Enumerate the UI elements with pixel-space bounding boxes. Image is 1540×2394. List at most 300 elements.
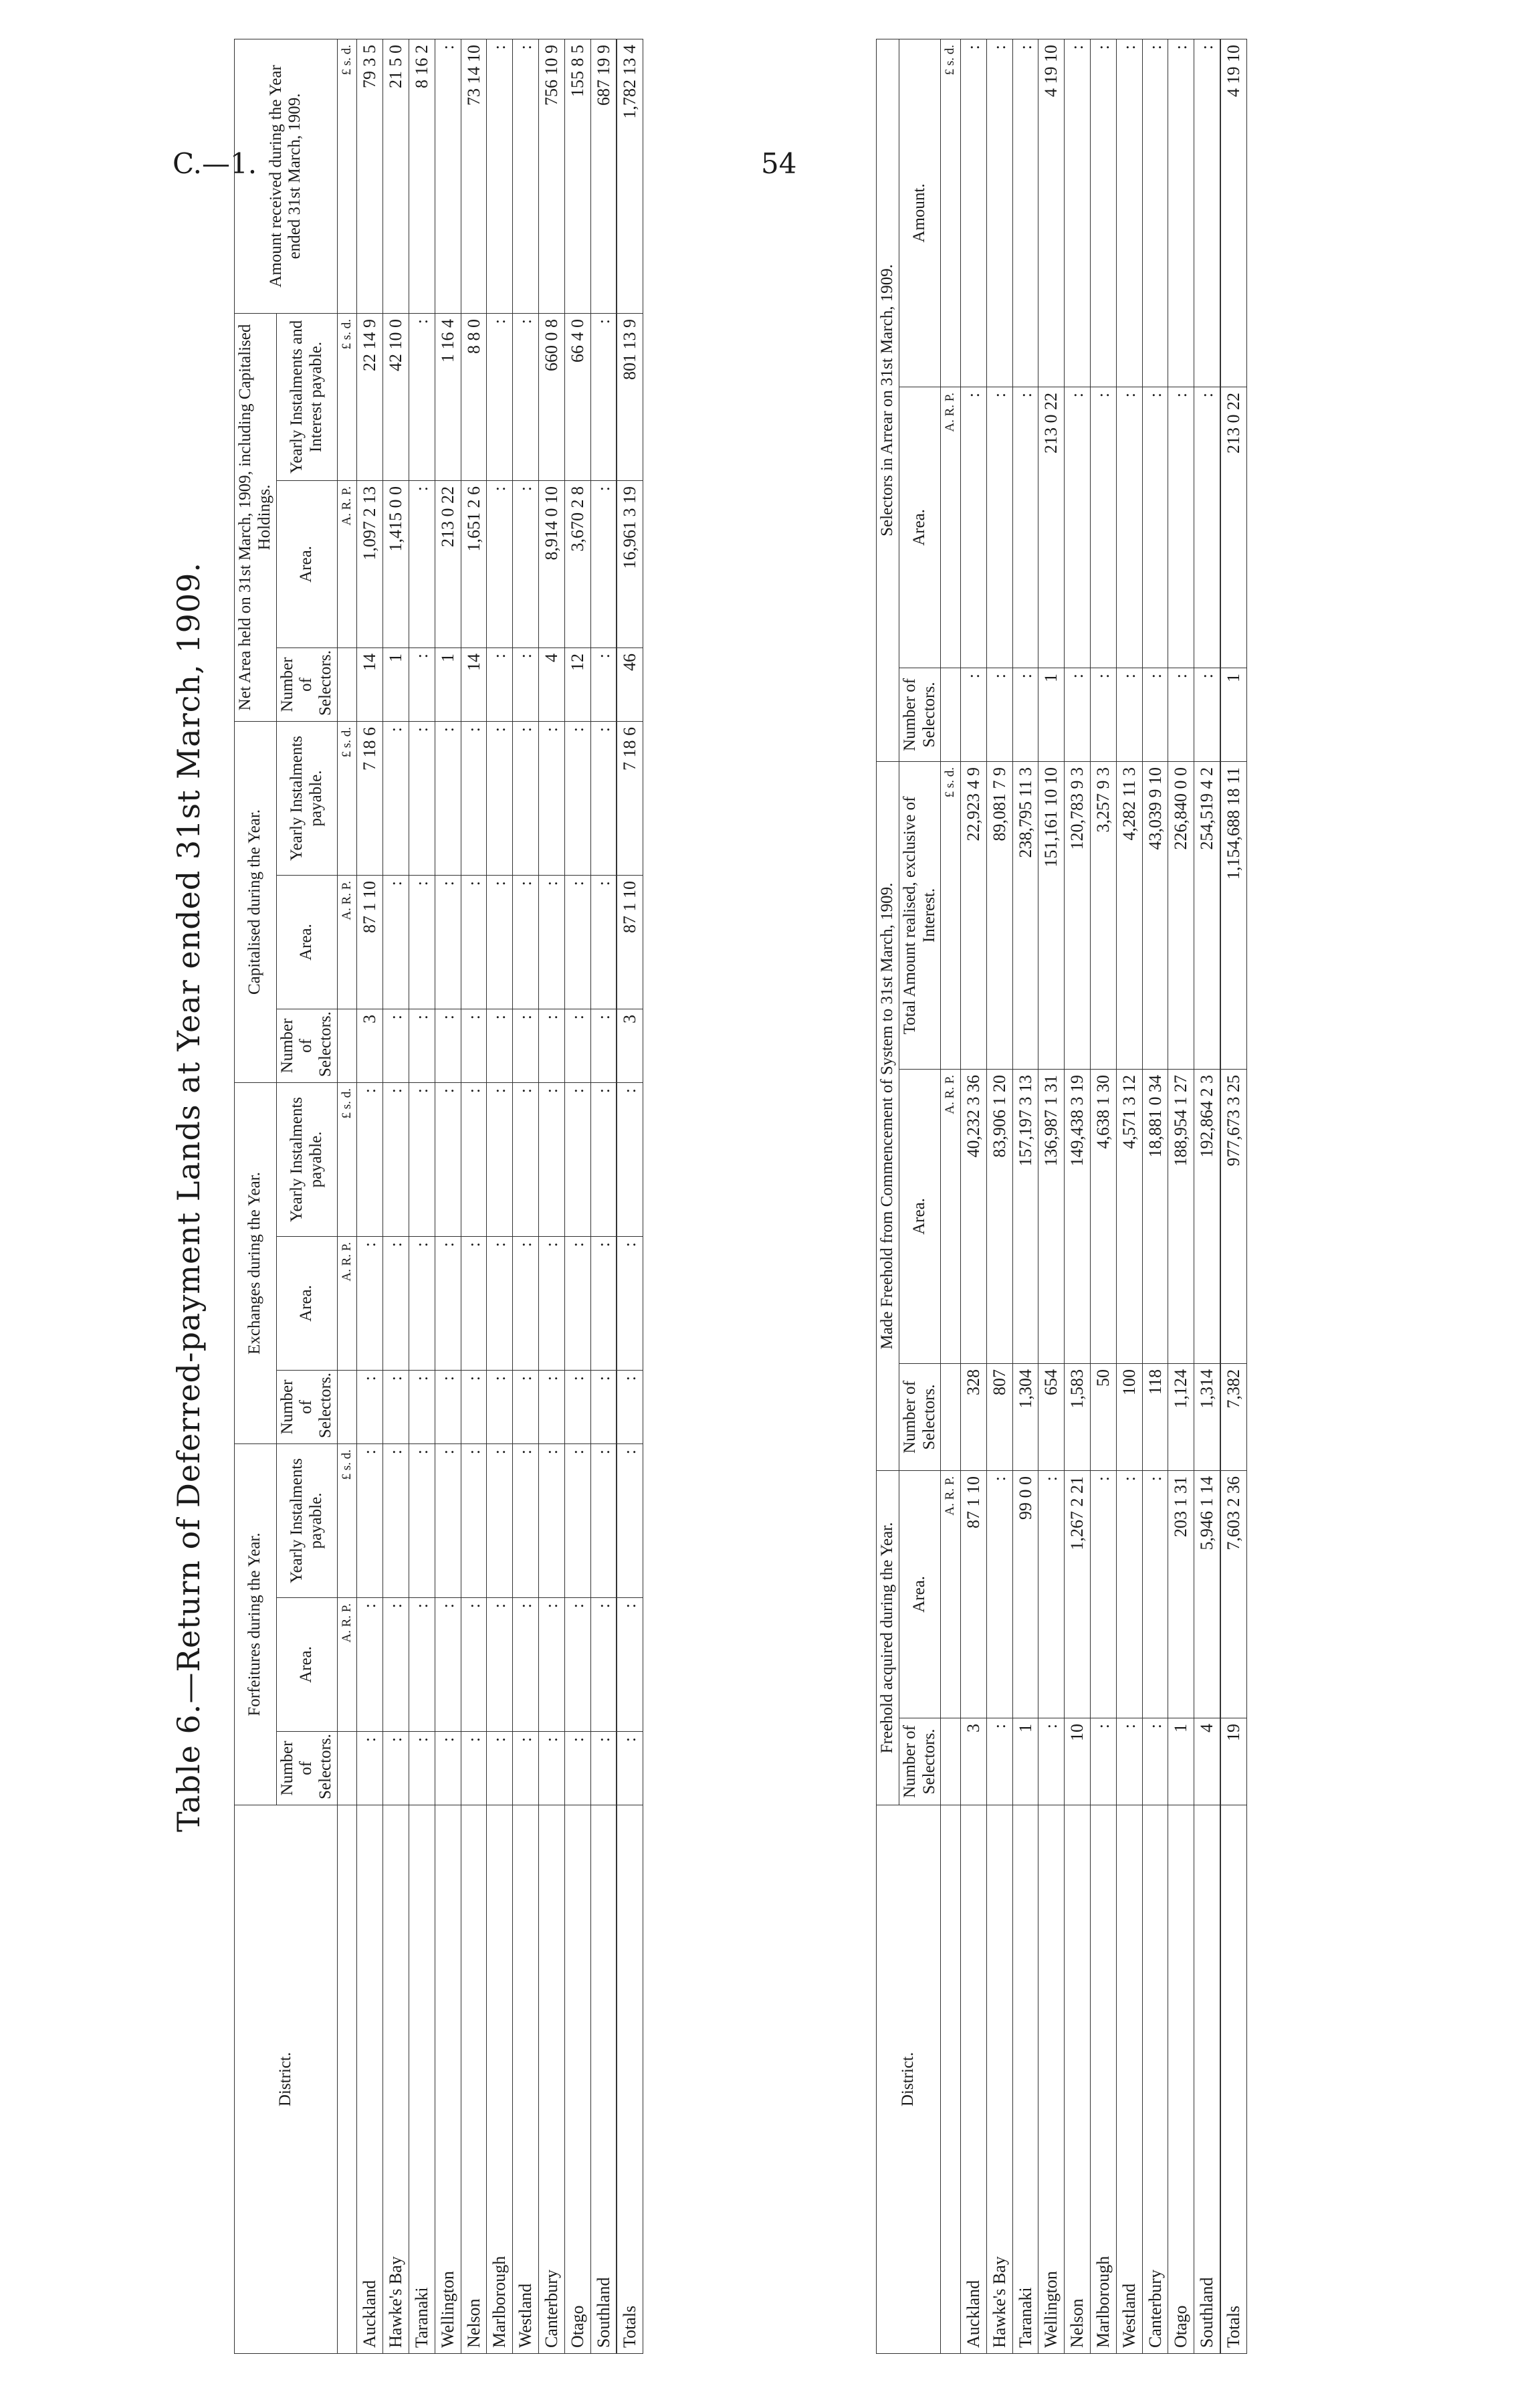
cell-c-sel: :	[590, 1009, 617, 1083]
total-c-inst: 7 18 6	[617, 721, 643, 875]
cell-amount: 21 5 0	[383, 39, 409, 313]
arrears-amount-header: Amount.	[899, 39, 941, 387]
unit-label: A. R. P.	[941, 1470, 961, 1718]
cell-f-area: :	[461, 1598, 487, 1732]
cell-ar-area: :	[960, 387, 986, 668]
cell-e-sel: :	[513, 1371, 539, 1444]
cell-fh-sel: 4	[1194, 1718, 1220, 1805]
cell-c-sel: :	[435, 1009, 461, 1083]
cell-f-area: :	[564, 1598, 590, 1732]
cell-n-sel: :	[590, 647, 617, 721]
district-name: Canterbury	[1142, 1805, 1168, 2354]
cell-c-inst: :	[383, 721, 409, 875]
cell-fh-area: 5,946 1 14	[1194, 1470, 1220, 1718]
cell-n-area: 1,097 2 13	[357, 480, 383, 647]
total-c-area: 87 1 10	[617, 876, 643, 1009]
cell-n-sel: 4	[539, 647, 565, 721]
total-n-area: 16,961 3 19	[617, 480, 643, 647]
table-row	[564, 39, 590, 2353]
cell-f-area: :	[357, 1598, 383, 1732]
cell-n-area: 1,415 0 0	[383, 480, 409, 647]
cell-f-sel: :	[590, 1732, 617, 1805]
cell-n-sel: :	[513, 647, 539, 721]
cell-fh-area: 87 1 10	[960, 1470, 986, 1718]
cell-e-area: :	[590, 1237, 617, 1371]
cell-e-sel: :	[590, 1371, 617, 1444]
cell-mf-area: 188,954 1 27	[1168, 1069, 1194, 1363]
table-row	[539, 39, 565, 2353]
cell-mf-area: 40,232 3 36	[960, 1069, 986, 1363]
cell-e-sel: :	[357, 1371, 383, 1444]
amount-received-header: Amount received during the Year ended 31st March, 1909.	[235, 39, 338, 313]
cell-mf-amount: 89,081 7 9	[986, 761, 1012, 1069]
cell-e-sel: :	[487, 1371, 513, 1444]
cell-f-inst: :	[590, 1444, 617, 1598]
cell-ar-area: :	[1194, 387, 1220, 668]
cell-n-inst: :	[487, 313, 513, 480]
cell-amount: 8 16 2	[409, 39, 435, 313]
made-freehold-header: Made Freehold from Commencement of System to 31st March, 1909.	[877, 761, 899, 1470]
cell-mf-sel: 50	[1090, 1363, 1116, 1470]
cell-ar-amount: :	[960, 39, 986, 387]
district-name: Nelson	[1065, 1805, 1091, 2354]
district-name: Otago	[564, 1805, 590, 2354]
cell-ar-sel: :	[1194, 668, 1220, 761]
arrears-header: Selectors in Arrear on 31st March, 1909.	[877, 39, 899, 761]
cell-c-sel: :	[461, 1009, 487, 1083]
district-name: Nelson	[461, 1805, 487, 2354]
total-mf-amount: 1,154,688 18 11	[1220, 761, 1246, 1069]
table-row	[357, 39, 383, 2353]
cell-n-area: 1,651 2 6	[461, 480, 487, 647]
district-name: Auckland	[357, 1805, 383, 2354]
cell-c-inst: :	[513, 721, 539, 875]
cell-c-sel: :	[513, 1009, 539, 1083]
cell-e-inst: :	[539, 1083, 565, 1237]
unit-label: A. R. P.	[337, 1598, 357, 1732]
page-number: 54	[761, 147, 797, 180]
cell-f-sel: :	[564, 1732, 590, 1805]
unit-label: £ s. d.	[337, 1444, 357, 1598]
cell-c-inst: :	[487, 721, 513, 875]
cell-fh-area: :	[986, 1470, 1012, 1718]
cell-n-inst: 8 8 0	[461, 313, 487, 480]
district-name: Westland	[1116, 1805, 1142, 2354]
cell-f-inst: :	[461, 1444, 487, 1598]
forfeitures-header: Forfeitures during the Year.	[235, 1444, 277, 1805]
cell-f-area: :	[513, 1598, 539, 1732]
cell-ar-area: :	[986, 387, 1012, 668]
table-row	[461, 39, 487, 2353]
cell-ar-area: :	[1168, 387, 1194, 668]
total-ar-area: 213 0 22	[1220, 387, 1246, 668]
cell-n-sel: :	[409, 647, 435, 721]
table-row	[1090, 39, 1116, 2353]
cell-e-sel: :	[564, 1371, 590, 1444]
district-header: District.	[235, 1805, 338, 2354]
cell-f-inst: :	[564, 1444, 590, 1598]
cell-c-inst: 7 18 6	[357, 721, 383, 875]
cell-n-sel: 14	[461, 647, 487, 721]
cell-fh-area: 99 0 0	[1012, 1470, 1038, 1718]
cell-mf-amount: 238,795 11 3	[1012, 761, 1038, 1069]
capitalised-selectors-header: Number of Selectors.	[276, 1009, 337, 1083]
cell-e-inst: :	[461, 1083, 487, 1237]
cell-ar-area: :	[1012, 387, 1038, 668]
cell-n-inst: :	[590, 313, 617, 480]
cell-f-inst: :	[487, 1444, 513, 1598]
table-row	[1194, 39, 1220, 2353]
cell-mf-sel: 118	[1142, 1363, 1168, 1470]
cell-ar-amount: 4 19 10	[1038, 39, 1065, 387]
district-name: Marlborough	[487, 1805, 513, 2354]
cell-ar-area: :	[1142, 387, 1168, 668]
cell-f-area: :	[590, 1598, 617, 1732]
total-f-inst: :	[617, 1444, 643, 1598]
cell-e-sel: :	[409, 1371, 435, 1444]
total-c-sel: 3	[617, 1009, 643, 1083]
exchanges-header: Exchanges during the Year.	[235, 1083, 277, 1444]
cell-f-sel: :	[539, 1732, 565, 1805]
cell-c-area: :	[409, 876, 435, 1009]
cell-mf-amount: 151,161 10 10	[1038, 761, 1065, 1069]
cell-c-inst: :	[409, 721, 435, 875]
cell-fh-sel: :	[1090, 1718, 1116, 1805]
cell-fh-sel: 1	[1012, 1718, 1038, 1805]
district-name: Wellington	[435, 1805, 461, 2354]
cell-f-inst: :	[383, 1444, 409, 1598]
cell-c-inst: :	[539, 721, 565, 875]
cell-fh-sel: :	[1142, 1718, 1168, 1805]
cell-c-sel: :	[487, 1009, 513, 1083]
cell-e-inst: :	[409, 1083, 435, 1237]
cell-c-sel: :	[564, 1009, 590, 1083]
cell-f-sel: :	[513, 1732, 539, 1805]
cell-c-inst: :	[435, 721, 461, 875]
cell-e-area: :	[461, 1237, 487, 1371]
cell-fh-sel: 10	[1065, 1718, 1091, 1805]
exchange-area-header: Area.	[276, 1237, 337, 1371]
unit-label: A. R. P.	[941, 1069, 961, 1363]
cell-mf-area: 83,906 1 20	[986, 1069, 1012, 1363]
table-row	[960, 39, 986, 2353]
totals-row	[617, 39, 643, 2353]
district-name: Southland	[590, 1805, 617, 2354]
cell-c-sel: :	[409, 1009, 435, 1083]
forfeit-instalments-header: Yearly Instalments payable.	[276, 1444, 337, 1598]
forfeit-selectors-header: Number of Selectors.	[276, 1732, 337, 1805]
freehold-selectors-header: Number of Selectors.	[899, 1718, 941, 1805]
capitalised-area-header: Area.	[276, 876, 337, 1009]
cell-f-sel: :	[383, 1732, 409, 1805]
cell-amount: :	[435, 39, 461, 313]
cell-ar-amount: :	[1194, 39, 1220, 387]
cell-f-area: :	[383, 1598, 409, 1732]
district-name: Hawke's Bay	[986, 1805, 1012, 2354]
cell-e-inst: :	[487, 1083, 513, 1237]
cell-f-sel: :	[435, 1732, 461, 1805]
cell-e-inst: :	[513, 1083, 539, 1237]
cell-c-area: :	[590, 876, 617, 1009]
cell-e-area: :	[383, 1237, 409, 1371]
unit-label: A. R. P.	[337, 480, 357, 647]
cell-c-area: :	[564, 876, 590, 1009]
cell-fh-area: :	[1090, 1470, 1116, 1718]
exchange-selectors-header: Number of Selectors.	[276, 1371, 337, 1444]
cell-mf-area: 157,197 3 13	[1012, 1069, 1038, 1363]
totals-label: Totals	[1220, 1805, 1246, 2354]
cell-mf-amount: 4,282 11 3	[1116, 761, 1142, 1069]
cell-fh-area: 1,267 2 21	[1065, 1470, 1091, 1718]
cell-c-area: 87 1 10	[357, 876, 383, 1009]
cell-ar-amount: :	[1012, 39, 1038, 387]
cell-fh-sel: :	[1038, 1718, 1065, 1805]
arrears-area-header: Area.	[899, 387, 941, 668]
cell-f-sel: :	[487, 1732, 513, 1805]
cell-ar-area: 213 0 22	[1038, 387, 1065, 668]
table-row	[1012, 39, 1038, 2353]
table-row	[409, 39, 435, 2353]
forfeit-area-header: Area.	[276, 1598, 337, 1732]
cell-n-sel: :	[487, 647, 513, 721]
total-ar-amount: 4 19 10	[1220, 39, 1246, 387]
freehold-header: Freehold acquired during the Year.	[877, 1470, 899, 1805]
cell-fh-area: :	[1116, 1470, 1142, 1718]
district-name: Marlborough	[1090, 1805, 1116, 2354]
cell-n-area: :	[487, 480, 513, 647]
table-row	[1065, 39, 1091, 2353]
cell-ar-area: :	[1090, 387, 1116, 668]
cell-ar-amount: :	[1090, 39, 1116, 387]
cell-mf-area: 4,638 1 30	[1090, 1069, 1116, 1363]
deferred-payment-table-main	[234, 39, 643, 2354]
cell-mf-sel: 1,314	[1194, 1363, 1220, 1470]
cell-mf-amount: 254,519 4 2	[1194, 761, 1220, 1069]
net-selectors-header: Number of Selectors.	[276, 647, 337, 721]
cell-e-area: :	[513, 1237, 539, 1371]
cell-ar-amount: :	[1116, 39, 1142, 387]
district-name: Auckland	[960, 1805, 986, 2354]
cell-f-inst: :	[513, 1444, 539, 1598]
totals-label: Totals	[617, 1805, 643, 2354]
document-reference: C.—1.	[173, 147, 257, 180]
cell-mf-amount: 22,923 4 9	[960, 761, 986, 1069]
table-row	[383, 39, 409, 2353]
cell-fh-area: 203 1 31	[1168, 1470, 1194, 1718]
units-row	[337, 39, 357, 2353]
cell-amount: 79 3 5	[357, 39, 383, 313]
cell-n-sel: 12	[564, 647, 590, 721]
unit-label: £ s. d.	[941, 39, 961, 387]
made-freehold-selectors-header: Number of Selectors.	[899, 1363, 941, 1470]
made-freehold-amount-header: Total Amount realised, exclusive of Interest.	[899, 761, 941, 1069]
cell-amount: :	[513, 39, 539, 313]
freehold-area-header: Area.	[899, 1470, 941, 1718]
cell-e-inst: :	[383, 1083, 409, 1237]
total-fh-area: 7,603 2 36	[1220, 1470, 1246, 1718]
net-area-header: Net Area held on 31st March, 1909, including Capitalised Holdings.	[235, 313, 277, 721]
cell-e-area: :	[487, 1237, 513, 1371]
freehold-arrears-table	[876, 39, 1247, 2354]
cell-ar-sel: :	[1116, 668, 1142, 761]
cell-fh-sel: :	[986, 1718, 1012, 1805]
cell-f-area: :	[539, 1598, 565, 1732]
cell-fh-area: :	[1142, 1470, 1168, 1718]
table-row	[1116, 39, 1142, 2353]
cell-c-area: :	[435, 876, 461, 1009]
district-name: Taranaki	[409, 1805, 435, 2354]
cell-c-sel: :	[383, 1009, 409, 1083]
total-e-area: :	[617, 1237, 643, 1371]
cell-ar-sel: :	[1168, 668, 1194, 761]
cell-mf-sel: 807	[986, 1363, 1012, 1470]
cell-f-inst: :	[435, 1444, 461, 1598]
cell-c-area: :	[539, 876, 565, 1009]
district-name: Taranaki	[1012, 1805, 1038, 2354]
cell-c-sel: :	[539, 1009, 565, 1083]
cell-mf-area: 18,881 0 34	[1142, 1069, 1168, 1363]
cell-amount: :	[487, 39, 513, 313]
district-name: Hawke's Bay	[383, 1805, 409, 2354]
district-name: Otago	[1168, 1805, 1194, 2354]
cell-amount: 155 8 5	[564, 39, 590, 313]
cell-n-sel: 1	[383, 647, 409, 721]
cell-n-inst: 660 0 8	[539, 313, 565, 480]
cell-f-inst: :	[539, 1444, 565, 1598]
cell-n-sel: 14	[357, 647, 383, 721]
total-f-area: :	[617, 1598, 643, 1732]
cell-c-area: :	[487, 876, 513, 1009]
net-instalments-header: Yearly Instalments and Interest payable.	[276, 313, 337, 480]
cell-c-area: :	[383, 876, 409, 1009]
cell-n-area: :	[590, 480, 617, 647]
table-row	[1168, 39, 1194, 2353]
total-amount: 1,782 13 4	[617, 39, 643, 313]
cell-c-sel: 3	[357, 1009, 383, 1083]
cell-ar-amount: :	[1168, 39, 1194, 387]
arrears-selectors-header: Number of Selectors.	[899, 668, 941, 761]
cell-e-inst: :	[435, 1083, 461, 1237]
cell-e-sel: :	[435, 1371, 461, 1444]
cell-mf-sel: 100	[1116, 1363, 1142, 1470]
cell-mf-sel: 1,583	[1065, 1363, 1091, 1470]
district-name: Southland	[1194, 1805, 1220, 2354]
table-row	[513, 39, 539, 2353]
cell-c-area: :	[461, 876, 487, 1009]
cell-e-area: :	[409, 1237, 435, 1371]
cell-mf-sel: 1,304	[1012, 1363, 1038, 1470]
cell-e-inst: :	[564, 1083, 590, 1237]
unit-label: £ s. d.	[337, 39, 357, 313]
cell-c-inst: :	[590, 721, 617, 875]
cell-ar-area: :	[1116, 387, 1142, 668]
cell-n-area: 3,670 2 8	[564, 480, 590, 647]
cell-amount: 687 19 9	[590, 39, 617, 313]
total-e-inst: :	[617, 1083, 643, 1237]
unit-label: A. R. P.	[337, 1237, 357, 1371]
district-name: Wellington	[1038, 1805, 1065, 2354]
exchange-instalments-header: Yearly Instalments payable.	[276, 1083, 337, 1237]
cell-e-inst: :	[590, 1083, 617, 1237]
cell-ar-sel: 1	[1038, 668, 1065, 761]
cell-mf-amount: 120,783 9 3	[1065, 761, 1091, 1069]
unit-label: A. R. P.	[941, 387, 961, 668]
cell-c-inst: :	[564, 721, 590, 875]
unit-label: A. R. P.	[337, 876, 357, 1009]
table-row	[435, 39, 461, 2353]
cell-e-sel: :	[461, 1371, 487, 1444]
cell-mf-amount: 226,840 0 0	[1168, 761, 1194, 1069]
cell-ar-amount: :	[1142, 39, 1168, 387]
capitalised-header: Capitalised during the Year.	[235, 721, 277, 1082]
cell-mf-area: 192,864 2 3	[1194, 1069, 1220, 1363]
cell-ar-area: :	[1065, 387, 1091, 668]
cell-ar-sel: :	[960, 668, 986, 761]
cell-f-area: :	[435, 1598, 461, 1732]
cell-f-sel: :	[461, 1732, 487, 1805]
unit-label: £ s. d.	[337, 313, 357, 480]
cell-f-sel: :	[357, 1732, 383, 1805]
total-e-sel: :	[617, 1371, 643, 1444]
cell-ar-amount: :	[1065, 39, 1091, 387]
cell-c-area: :	[513, 876, 539, 1009]
district-name: Westland	[513, 1805, 539, 2354]
district-name: Canterbury	[539, 1805, 565, 2354]
cell-ar-sel: :	[1090, 668, 1116, 761]
cell-mf-sel: 1,124	[1168, 1363, 1194, 1470]
totals-row	[1220, 39, 1246, 2353]
table-row	[487, 39, 513, 2353]
cell-fh-sel: 3	[960, 1718, 986, 1805]
cell-ar-sel: :	[1065, 668, 1091, 761]
cell-fh-sel: 1	[1168, 1718, 1194, 1805]
main-table-body	[337, 39, 643, 2353]
cell-n-inst: 1 16 4	[435, 313, 461, 480]
cell-e-area: :	[435, 1237, 461, 1371]
table-row	[1142, 39, 1168, 2353]
total-mf-sel: 7,382	[1220, 1363, 1246, 1470]
made-freehold-area-header: Area.	[899, 1069, 941, 1363]
second-table-body	[941, 39, 1246, 2353]
cell-mf-amount: 43,039 9 10	[1142, 761, 1168, 1069]
cell-f-inst: :	[409, 1444, 435, 1598]
capitalised-instalments-header: Yearly Instalments payable.	[276, 721, 337, 875]
total-fh-sel: 19	[1220, 1718, 1246, 1805]
cell-n-sel: 1	[435, 647, 461, 721]
table-row	[590, 39, 617, 2353]
total-n-inst: 801 13 9	[617, 313, 643, 480]
district-header-2: District.	[877, 1805, 941, 2354]
cell-e-sel: :	[383, 1371, 409, 1444]
cell-mf-area: 4,571 3 12	[1116, 1069, 1142, 1363]
cell-n-inst: 42 10 0	[383, 313, 409, 480]
cell-n-inst: 22 14 9	[357, 313, 383, 480]
cell-n-area: 8,914 0 10	[539, 480, 565, 647]
cell-f-sel: :	[409, 1732, 435, 1805]
total-mf-area: 977,673 3 25	[1220, 1069, 1246, 1363]
cell-f-inst: :	[357, 1444, 383, 1598]
cell-n-area: 213 0 22	[435, 480, 461, 647]
cell-mf-amount: 3,257 9 3	[1090, 761, 1116, 1069]
table-title: Table 6.—Return of Deferred-payment Lands at Year ended 31st March, 1909.	[171, 561, 207, 1833]
cell-ar-sel: :	[1012, 668, 1038, 761]
cell-ar-amount: :	[986, 39, 1012, 387]
cell-amount: 756 10 9	[539, 39, 565, 313]
unit-label: £ s. d.	[337, 1083, 357, 1237]
total-f-sel: :	[617, 1732, 643, 1805]
cell-e-area: :	[357, 1237, 383, 1371]
cell-fh-area: :	[1038, 1470, 1065, 1718]
